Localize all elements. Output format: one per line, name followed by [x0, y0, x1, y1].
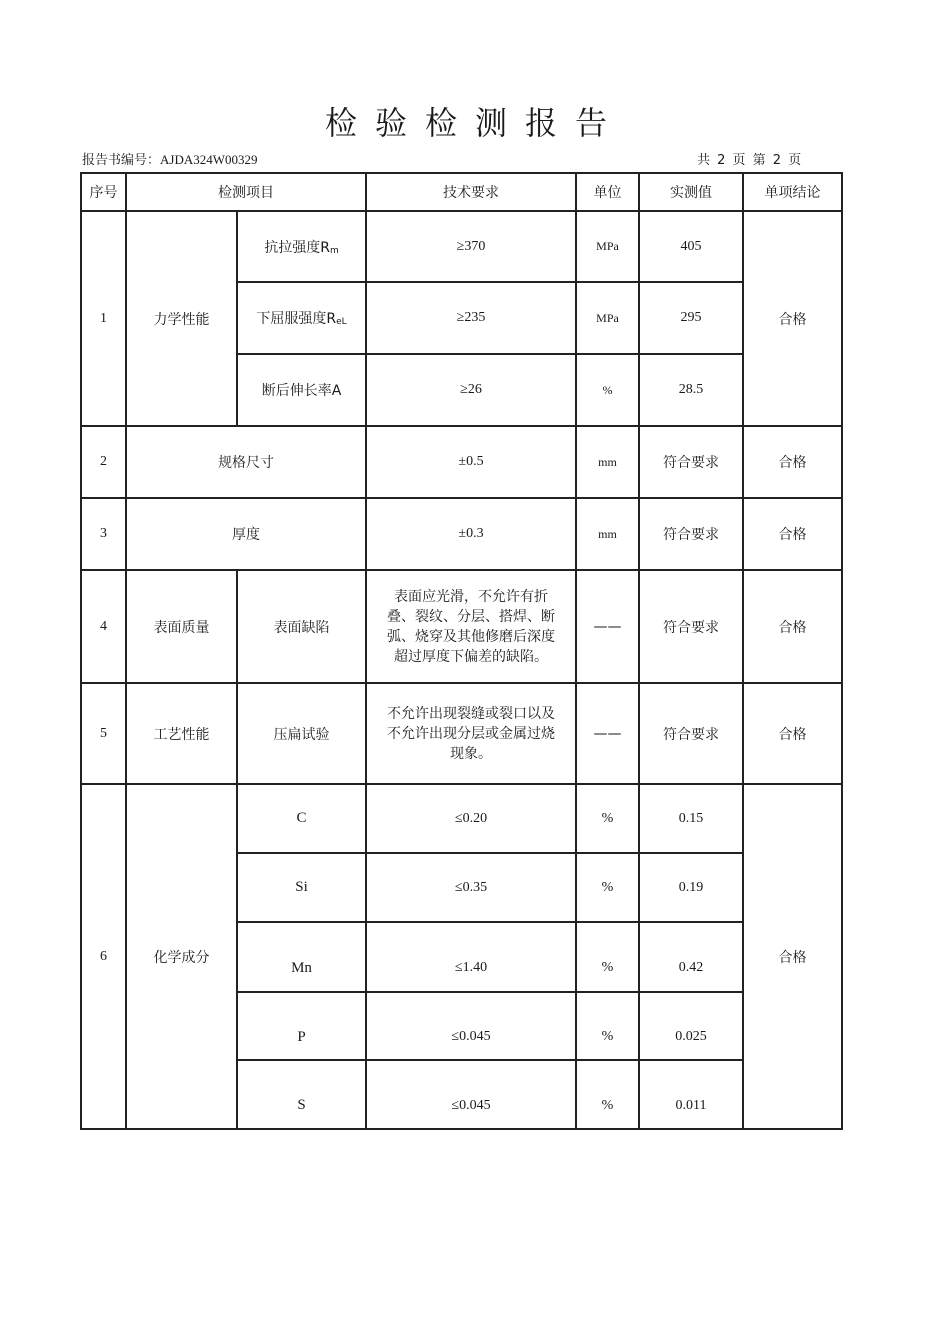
- table-row: [81, 570, 842, 683]
- row-requirement: ±0.3: [366, 498, 576, 570]
- row-conclusion: 合格: [743, 784, 842, 1129]
- row-value: 0.42: [639, 922, 743, 992]
- table-row: [81, 498, 842, 570]
- row-value: 295: [639, 282, 743, 354]
- row-conclusion: 合格: [743, 426, 842, 498]
- report-number: [82, 149, 258, 168]
- row-unit: %: [576, 992, 639, 1060]
- header-item: 检测项目: [126, 173, 366, 211]
- report-title: 检验检测报告: [324, 104, 625, 142]
- row-value: 符合要求: [639, 426, 743, 498]
- row-category: 表面质量: [126, 570, 237, 683]
- row-unit: %: [576, 922, 639, 992]
- row-requirement: 表面应光滑，不允许有折叠、裂纹、分层、搭焊、断弧、烧穿及其他修磨后深度超过厚度下偏差的缺陷。: [366, 570, 576, 683]
- table-row: [81, 211, 842, 282]
- header-no: 序号: [81, 173, 126, 211]
- row-requirement: ≤0.045: [366, 1060, 576, 1129]
- row-unit: MPa: [576, 282, 639, 354]
- row-requirement: ≤1.40: [366, 922, 576, 992]
- row-value: 0.025: [639, 992, 743, 1060]
- row-value: 符合要求: [639, 683, 743, 784]
- row-unit: mm: [576, 426, 639, 498]
- row-requirement: ≥26: [366, 354, 576, 426]
- row-subitem: 下屈服强度$R_{eL}$: [237, 282, 366, 354]
- row-requirement: ≥370: [366, 211, 576, 282]
- row-value: 0.19: [639, 853, 743, 922]
- header-requirement: 技术要求: [366, 173, 576, 211]
- row-value: 0.011: [639, 1060, 743, 1129]
- row-value: 0.15: [639, 784, 743, 853]
- row-requirement: 不允许出现裂缝或裂口以及不允许出现分层或金属过烧现象。: [366, 683, 576, 784]
- table-row: [81, 683, 842, 784]
- row-element: C: [237, 784, 366, 853]
- row-requirement: ≤0.35: [366, 853, 576, 922]
- row-category: 力学性能: [126, 211, 237, 426]
- row-conclusion: 合格: [743, 570, 842, 683]
- report-number-value: AJDA324W00329: [160, 152, 258, 167]
- header-row: [81, 173, 842, 211]
- row-unit: MPa: [576, 211, 639, 282]
- row-value: 符合要求: [639, 498, 743, 570]
- row-no: 1: [81, 211, 126, 426]
- row-subitem: 抗拉强度$R_m$: [237, 211, 366, 282]
- row-unit: %: [576, 354, 639, 426]
- row-no: 5: [81, 683, 126, 784]
- header-unit: 单位: [576, 173, 639, 211]
- row-subitem: 断后伸长率A: [237, 354, 366, 426]
- row-item: 规格尺寸: [126, 426, 366, 498]
- header-value: 实测值: [639, 173, 743, 211]
- row-unit: ——: [576, 570, 639, 683]
- row-unit: %: [576, 1060, 639, 1129]
- row-category: 工艺性能: [126, 683, 237, 784]
- row-requirement: ≥235: [366, 282, 576, 354]
- row-no: 3: [81, 498, 126, 570]
- row-conclusion: 合格: [743, 498, 842, 570]
- row-element: Mn: [237, 922, 366, 992]
- row-no: 6: [81, 784, 126, 1129]
- inspection-table: [80, 172, 843, 1130]
- row-subitem: 压扁试验: [237, 683, 366, 784]
- row-no: 4: [81, 570, 126, 683]
- row-unit: mm: [576, 498, 639, 570]
- report-number-label: 报告书编号：: [82, 153, 161, 168]
- row-no: 2: [81, 426, 126, 498]
- table-row: [81, 426, 842, 498]
- row-category: 化学成分: [126, 784, 237, 1129]
- row-unit: %: [576, 784, 639, 853]
- header-conclusion: 单项结论: [743, 173, 842, 211]
- row-item: 厚度: [126, 498, 366, 570]
- row-element: Si: [237, 853, 366, 922]
- page-info: 共 2 页 第 2 页: [697, 153, 802, 168]
- table-row: [81, 784, 842, 853]
- row-value: 405: [639, 211, 743, 282]
- row-unit: ——: [576, 683, 639, 784]
- row-element: P: [237, 992, 366, 1060]
- row-subitem: 表面缺陷: [237, 570, 366, 683]
- row-conclusion: 合格: [743, 211, 842, 426]
- row-element: S: [237, 1060, 366, 1129]
- row-requirement: ±0.5: [366, 426, 576, 498]
- row-conclusion: 合格: [743, 683, 842, 784]
- row-unit: %: [576, 853, 639, 922]
- row-requirement: ≤0.045: [366, 992, 576, 1060]
- row-requirement: ≤0.20: [366, 784, 576, 853]
- row-value: 符合要求: [639, 570, 743, 683]
- row-value: 28.5: [639, 354, 743, 426]
